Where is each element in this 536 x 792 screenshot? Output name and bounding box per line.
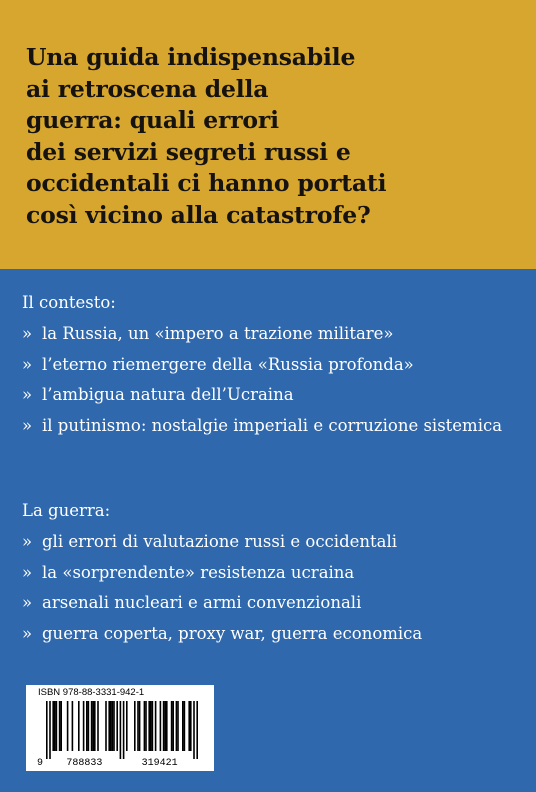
list-item — [22, 531, 522, 552]
list-item-text: la «sorprendente» resistenza ucraina — [42, 562, 355, 582]
barcode-bar — [164, 701, 166, 751]
bullet-mark: » — [22, 623, 33, 643]
list-item-text: la Russia, un «impero a trazione militare» — [42, 324, 394, 343]
top-band — [0, 0, 536, 269]
barcode-bar — [78, 701, 80, 751]
isbn-label: ISBN 978-88-3331-942-1 — [38, 687, 145, 698]
barcode-bar — [94, 701, 96, 751]
barcode-digits: 319421 — [141, 758, 178, 769]
barcode-digits: 788833 — [66, 758, 103, 769]
list-item-text: l’eterno riemergere della «Russia profonda» — [42, 354, 414, 374]
barcode-bar — [120, 701, 122, 759]
barcode-bar — [144, 701, 146, 751]
barcode-bar — [105, 701, 107, 751]
barcode-bar — [54, 701, 56, 751]
list-item — [22, 415, 522, 436]
barcode-bar — [188, 701, 190, 751]
barcode-bar — [160, 701, 162, 751]
barcode-bar — [67, 701, 69, 751]
headline-line: ai retroscena della — [26, 74, 269, 103]
list-item-text: gli errori di valutazione russi e occidentali — [42, 532, 398, 551]
contesto-section — [22, 292, 522, 445]
barcode-bar — [176, 701, 178, 751]
headline-line: dei servizi segreti russi e — [26, 137, 351, 166]
barcode-bar — [110, 701, 112, 751]
headline-line: Una guida indispensabile — [26, 43, 356, 71]
headline-line: guerra: quali errori — [26, 106, 279, 135]
barcode-bar — [92, 701, 94, 751]
barcode-bar — [166, 701, 168, 751]
barcode-bar — [196, 701, 198, 759]
barcode-bar — [150, 701, 152, 751]
list-item — [22, 623, 522, 644]
barcode-bar — [182, 701, 184, 751]
barcode-bar — [91, 701, 93, 751]
bullet-mark: » — [22, 385, 33, 404]
bullet-mark: » — [22, 532, 33, 551]
barcode-bar — [134, 701, 136, 751]
barcode-bar — [59, 701, 61, 751]
barcode-bar — [60, 701, 62, 751]
guerra-title: La guerra: — [22, 501, 111, 520]
bullet-mark: » — [22, 354, 33, 374]
barcode-bar — [155, 701, 157, 751]
barcode-bar — [56, 701, 58, 751]
barcode-bar — [88, 701, 90, 751]
barcode-bar — [86, 701, 88, 751]
barcode-bar — [83, 701, 85, 751]
list-item — [22, 562, 522, 583]
barcode-box — [26, 685, 214, 771]
barcode-bar — [171, 701, 173, 751]
guerra-section — [22, 500, 522, 653]
barcode-bar — [116, 701, 118, 751]
barcode — [34, 699, 206, 769]
barcode-bar — [72, 701, 74, 751]
bullet-mark: » — [22, 562, 33, 582]
barcode-bar — [126, 701, 128, 751]
bullet-mark: » — [22, 415, 33, 435]
headline — [26, 42, 526, 232]
barcode-bar — [139, 701, 141, 751]
contesto-title: Il contesto: — [22, 293, 116, 312]
bullet-mark: » — [22, 324, 33, 343]
barcode-bar — [46, 701, 48, 759]
barcode-bar — [112, 701, 114, 751]
barcode-bar — [97, 701, 99, 751]
barcode-bar — [172, 701, 174, 751]
barcode-bar — [163, 701, 165, 751]
barcode-bar — [193, 701, 195, 759]
barcode-bar — [108, 701, 110, 751]
list-item-text: arsenali nucleari e armi convenzionali — [42, 593, 362, 612]
list-item-text: guerra coperta, proxy war, guerra economica — [42, 623, 423, 643]
list-item — [22, 354, 522, 375]
barcode-digits: 9 — [36, 758, 43, 769]
barcode-bar — [145, 701, 147, 751]
list-item — [22, 592, 522, 613]
barcode-bar — [184, 701, 186, 751]
list-item — [22, 323, 522, 344]
barcode-bar — [190, 701, 192, 751]
list-item-text: il putinismo: nostalgie imperiali e corruzione sistemica — [42, 415, 503, 435]
barcode-bar — [49, 701, 51, 759]
bullet-mark: » — [22, 593, 33, 612]
barcode-bar — [113, 701, 115, 751]
headline-line: occidentali ci hanno portati — [26, 169, 387, 198]
list-item — [22, 384, 522, 405]
barcode-bar — [137, 701, 139, 751]
barcode-bar — [123, 701, 125, 759]
list-item-text: l’ambigua natura dell’Ucraina — [42, 385, 294, 404]
barcode-bar — [177, 701, 179, 751]
barcode-bar — [152, 701, 154, 751]
barcode-bar — [148, 701, 150, 751]
headline-line: così vicino alla catastrofe? — [26, 200, 371, 229]
barcode-bar — [52, 701, 54, 751]
